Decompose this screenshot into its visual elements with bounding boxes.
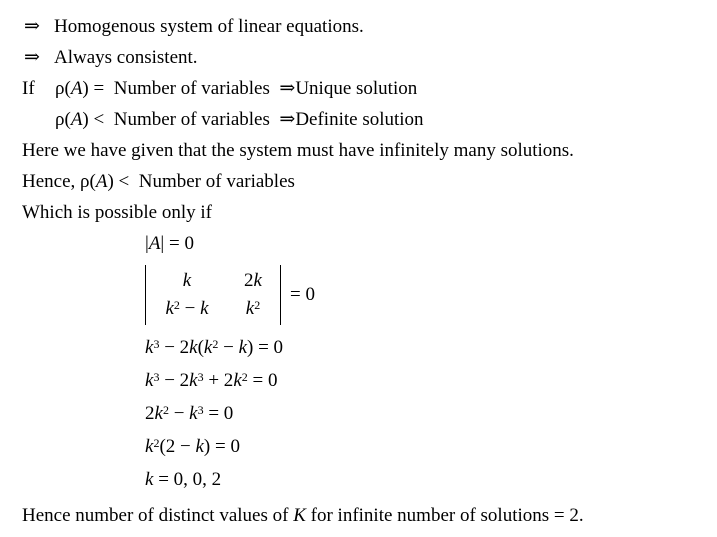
rank-equal-expression: ρ(A) = Number of variables ⇒Unique solution [55, 78, 418, 99]
det-cell-r2c2: $k^2$ [245, 298, 261, 319]
hence-rank-expression: Hence, ρ(A) < Number of variables [22, 171, 295, 192]
conclusion-expression: Hence number of distinct values of K for infinite number of solutions = 2. [22, 505, 584, 526]
line-consistent [22, 47, 709, 69]
det-a-expression: |A| = 0 [145, 233, 194, 254]
line-consistent-text: Always consistent. [54, 47, 198, 68]
equation-step-2-expression: $k^3 - 2k^3 + 2k^2 = 0$ [145, 370, 278, 391]
line-hence-rank [22, 171, 709, 193]
line-rank-equal [22, 78, 709, 100]
equation-step-3-expression: $2k^2 - k^3 = 0$ [145, 403, 234, 424]
line-given: Here we have given that the system must have infinitely many solutions. [22, 140, 574, 161]
equation-step-5 [145, 469, 709, 491]
equation-step-3 [145, 403, 709, 425]
det-cell-r1c1: k [182, 270, 192, 291]
equation-step-2 [145, 370, 709, 392]
line-homogenous [22, 16, 709, 38]
det-cell-r1c2: 2k [244, 270, 262, 291]
equation-step-1 [145, 337, 709, 359]
if-label: If [22, 78, 35, 99]
line-homogenous-text: Homogenous system of linear equations. [54, 16, 364, 37]
equation-step-5-expression: k = 0, 0, 2 [145, 469, 222, 490]
equation-step-1-expression: $k^3 - 2k(k^2 - k) = 0$ [145, 337, 284, 358]
line-det-a-zero [145, 233, 709, 255]
line-conclusion [22, 505, 709, 527]
rank-less-expression: ρ(A) < Number of variables ⇒Definite solution [55, 109, 424, 130]
det-equals-zero: = 0 [290, 284, 315, 305]
line-possible: Which is possible only if [22, 202, 212, 223]
determinant-equation [145, 265, 709, 325]
equation-step-4-expression: $k^2(2 - k) = 0$ [145, 436, 240, 457]
implies-arrow-icon: ⇒ [24, 47, 40, 68]
line-rank-less [22, 109, 709, 131]
equation-step-4 [145, 436, 709, 458]
implies-arrow-icon: ⇒ [24, 16, 40, 37]
determinant-matrix [145, 265, 281, 325]
det-cell-r2c1: $k^2 - k$ [165, 298, 209, 319]
